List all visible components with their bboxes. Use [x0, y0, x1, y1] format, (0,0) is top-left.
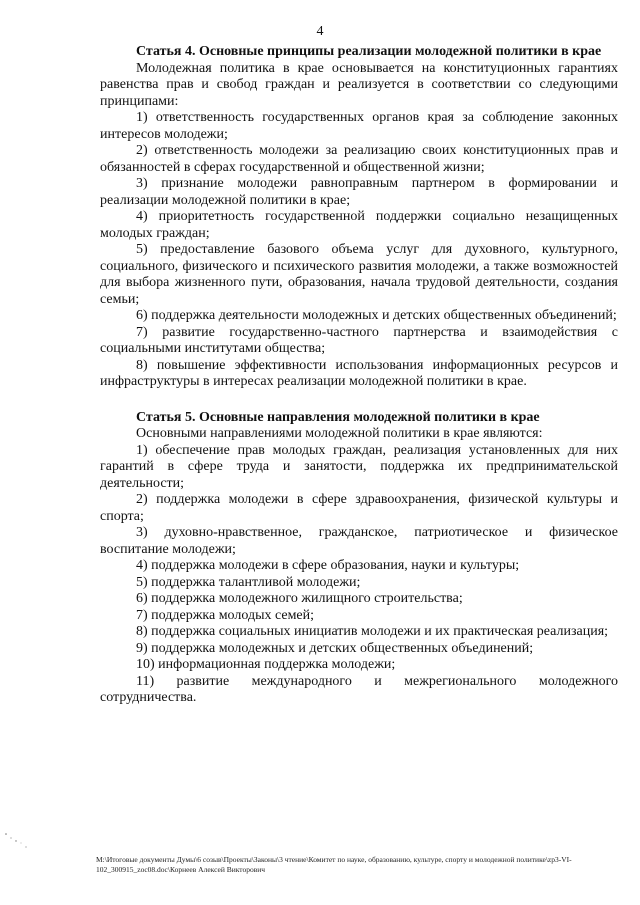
article-4: [100, 44, 618, 391]
section-spacer: [100, 391, 618, 410]
article-4-heading: Статья 4. Основные принципы реализации молодежной политики в крае: [136, 44, 602, 59]
article-5-intro: Основными направлениями молодежной политики в крае являются:: [136, 426, 543, 441]
article-4-item: 5) предоставление базового объема услуг для духовного, культурного, социального, физического и психического развития молодежи, а также возможностей для выбора жизненного пути, образования, начала трудовой деятельности, создания семьи;: [100, 242, 618, 307]
article-4-item: 1) ответственность государственных органов края за соблюдение законных интересов молодежи;: [100, 110, 618, 142]
article-5-item: 11) развитие международного и межрегионального молодежного сотрудничества.: [100, 673, 618, 705]
article-5-item: 1) обеспечение прав молодых граждан, реализация установленных для них гарантий в сфере труда и занятости, поддержка их предпринимательской деятельности;: [100, 442, 618, 491]
page-number: 4: [316, 24, 324, 39]
article-5-item: 9) поддержка молодежных и детских общественных объединений;: [136, 640, 534, 656]
article-5-item: 6) поддержка молодежного жилищного строительства;: [136, 591, 463, 606]
article-4-item: 4) приоритетность государственной поддержки социально незащищенных молодых граждан;: [100, 209, 618, 241]
article-5-item: 10) информационная поддержка молодежи;: [136, 657, 396, 672]
article-5-item: 4) поддержка молодежи в сфере образования, науки и культуры;: [136, 558, 520, 573]
article-4-intro: Молодежная политика в крае основывается на конституционных гарантиях равенства прав и свобод граждан и реализуется в соответствии со следующими принципами:: [100, 60, 618, 109]
article-5: [100, 410, 618, 707]
article-4-item: 3) признание молодежи равноправным партнером в формировании и реализации молодежной политики в крае;: [100, 176, 618, 208]
article-5-item: 5) поддержка талантливой молодежи;: [136, 574, 361, 590]
article-4-item: 2) ответственность молодежи за реализацию своих конституционных прав и обязанностей в сферах государственной и общественной жизни;: [100, 143, 618, 175]
article-5-item: 3) духовно-нравственное, гражданское, патриотическое и физическое воспитание молодежи;: [100, 525, 618, 557]
article-5-item: 2) поддержка молодежи в сфере здравоохранения, физической культуры и спорта;: [100, 492, 618, 524]
article-4-item: 6) поддержка деятельности молодежных и детских общественных объединений;: [136, 308, 617, 323]
article-5-item: 8) поддержка социальных инициатив молодежи и их практическая реализация;: [136, 624, 609, 639]
article-5-heading: Статья 5. Основные направления молодежной политики в крае: [136, 409, 540, 425]
article-4-item: 8) повышение эффективности использования информационных ресурсов и инфраструктуры в интересах реализации молодежной политики в крае.: [100, 357, 618, 389]
file-path-footer: M:\Итоговые документы Думы\6 созыв\Проекты\Законы\3 чтение\Комитет по науке, образованию, культуре, спорту и молодежной политике\zp3-VI-102_300915_zoc08.doc\Корнеев Алексей Викторович: [96, 855, 572, 874]
scan-specks: [0, 820, 40, 860]
article-5-item: 7) поддержка молодых семей;: [136, 607, 315, 623]
article-4-item: 7) развитие государственно-частного партнерства и взаимодействия с социальными институтами общества;: [100, 324, 618, 356]
document-body: [100, 44, 618, 707]
